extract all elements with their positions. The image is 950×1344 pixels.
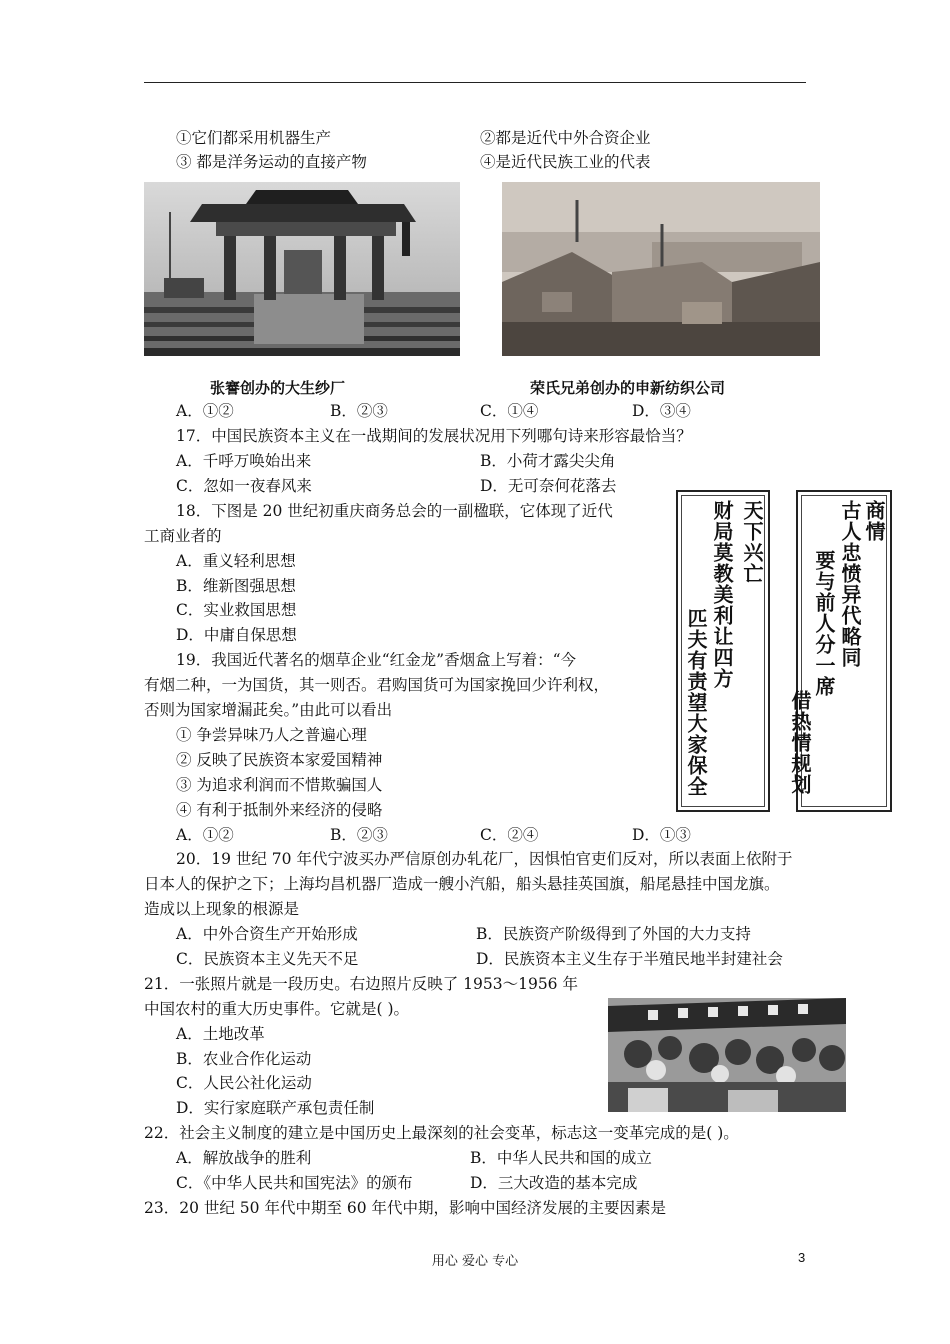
q22-option-a: A．解放战争的胜利 bbox=[176, 1149, 312, 1167]
q18-stem-line2: 工商业者的 bbox=[144, 527, 222, 545]
q20-option-d: D．民族资本主义生存于半殖民地半封建社会 bbox=[476, 950, 783, 968]
couplet-left-col3: 匹夫有责望大家保全 bbox=[684, 608, 708, 797]
q20-option-b: B．民族资产阶级得到了外国的大力支持 bbox=[476, 925, 751, 943]
q19-statement-1: ① 争尝异味乃人之普遍心理 bbox=[176, 726, 367, 744]
q20-option-a: A．中外合资生产开始形成 bbox=[176, 925, 358, 943]
q21-option-b: B．农业合作化运动 bbox=[176, 1050, 312, 1068]
couplet-left-col1: 天下兴亡 bbox=[740, 500, 764, 584]
cooperative-photo bbox=[608, 998, 846, 1112]
left-photo-caption: 张謇创办的大生纱厂 bbox=[210, 379, 346, 397]
q19-option-d: D．①③ bbox=[632, 826, 691, 844]
couplet-right-col1: 商情 bbox=[862, 500, 886, 542]
q19-option-a: A．①② bbox=[176, 826, 234, 844]
q19-statement-2: ② 反映了民族资本家爱国精神 bbox=[176, 751, 383, 769]
q18-stem-line1: 18．下图是 20 世纪初重庆商务总会的一副楹联，它体现了近代 bbox=[176, 502, 613, 520]
q16-option-a: A．①② bbox=[176, 402, 234, 420]
page-number: 3 bbox=[798, 1250, 806, 1265]
q21-option-c: C．人民公社化运动 bbox=[176, 1074, 312, 1092]
page-footer: 用心 爱心 专心 bbox=[431, 1254, 519, 1269]
q21-option-d: D．实行家庭联产承包责任制 bbox=[176, 1099, 375, 1117]
q19-option-b: B．②③ bbox=[330, 826, 388, 844]
q20-stem-line3: 造成以上现象的根源是 bbox=[144, 900, 300, 918]
couplet-right-col3: 要与前人分一席 bbox=[812, 550, 836, 697]
q20-stem-line1: 20．19 世纪 70 年代宁波买办严信原创办轧花厂，因惧怕官吏们反对，所以表面上依附于 bbox=[176, 850, 793, 868]
q17-option-a: A．千呼万唤始出来 bbox=[176, 452, 312, 470]
q19-stem-line3: 否则为国家增漏茈矣。”由此可以看出 bbox=[144, 701, 393, 719]
couplet-left-col2: 财局莫教美利让四方 bbox=[710, 500, 734, 689]
q21-stem-line2: 中国农村的重大历史事件。它就是( )。 bbox=[144, 1000, 410, 1018]
q20-option-c: C．民族资本主义先天不足 bbox=[176, 950, 359, 968]
q19-stem-line2: 有烟二种，一为国货，其一则否。君购国货可为国家挽回少许利权， bbox=[144, 676, 610, 694]
couplet-right-board bbox=[788, 490, 892, 812]
q19-option-c: C．②④ bbox=[480, 826, 539, 844]
q16-statement-4: ④是近代民族工业的代表 bbox=[480, 153, 651, 171]
q18-option-a: A．重义轻利思想 bbox=[176, 552, 296, 570]
q16-option-b: B．②③ bbox=[330, 402, 388, 420]
q22-option-c: C．《中华人民共和国宪法》的颁布 bbox=[176, 1174, 413, 1192]
couplet-right-col4: 借热情规划 bbox=[788, 690, 812, 795]
right-photo-caption: 荣氏兄弟创办的申新纺织公司 bbox=[530, 379, 726, 397]
q16-statement-3: ③ 都是洋务运动的直接产物 bbox=[176, 153, 367, 171]
q22-option-d: D．三大改造的基本完成 bbox=[470, 1174, 638, 1192]
q16-statement-2: ②都是近代中外合资企业 bbox=[480, 129, 651, 147]
q21-stem-line1: 21．一张照片就是一段历史。右边照片反映了 1953～1956 年 bbox=[144, 975, 578, 993]
q16-option-c: C．①④ bbox=[480, 402, 539, 420]
q23-stem: 23．20 世纪 50 年代中期至 60 年代中期，影响中国经济发展的主要因素是 bbox=[144, 1199, 667, 1217]
q22-stem: 22．社会主义制度的建立是中国历史上最深刻的社会变革，标志这一变革完成的是( )。 bbox=[144, 1124, 739, 1142]
shenxin-mill-photo bbox=[502, 182, 820, 356]
q18-option-c: C．实业救国思想 bbox=[176, 601, 297, 619]
q20-stem-line2: 日本人的保护之下；上海均昌机器厂造成一艘小汽船，船头悬挂英国旗，船尾悬挂中国龙旗。 bbox=[144, 875, 780, 893]
q18-option-d: D．中庸自保思想 bbox=[176, 626, 297, 644]
q17-stem: 17．中国民族资本主义在一战期间的发展状况用下列哪句诗来形容最恰当？ bbox=[176, 427, 692, 445]
q17-option-c: C．忽如一夜春风来 bbox=[176, 477, 312, 495]
q22-option-b: B．中华人民共和国的成立 bbox=[470, 1149, 652, 1167]
q19-statement-4: ④ 有利于抵制外来经济的侵略 bbox=[176, 801, 383, 819]
q19-statement-3: ③ 为追求利润而不惜欺骗国人 bbox=[176, 776, 383, 794]
q17-option-b: B．小荷才露尖尖角 bbox=[480, 452, 616, 470]
couplet-right-col2: 古人忠愤异代略同 bbox=[838, 500, 862, 668]
q19-stem-line1: 19．我国近代著名的烟草企业“红金龙”香烟盒上写着：“今 bbox=[176, 651, 576, 669]
q16-option-d: D．③④ bbox=[632, 402, 691, 420]
couplet-left-board bbox=[676, 490, 770, 812]
q21-option-a: A．土地改革 bbox=[176, 1025, 265, 1043]
dasheng-mill-photo bbox=[144, 182, 460, 356]
header-rule bbox=[144, 82, 806, 83]
q18-option-b: B．维新图强思想 bbox=[176, 577, 296, 595]
q17-option-d: D．无可奈何花落去 bbox=[480, 477, 617, 495]
q16-statement-1: ①它们都采用机器生产 bbox=[176, 129, 332, 147]
